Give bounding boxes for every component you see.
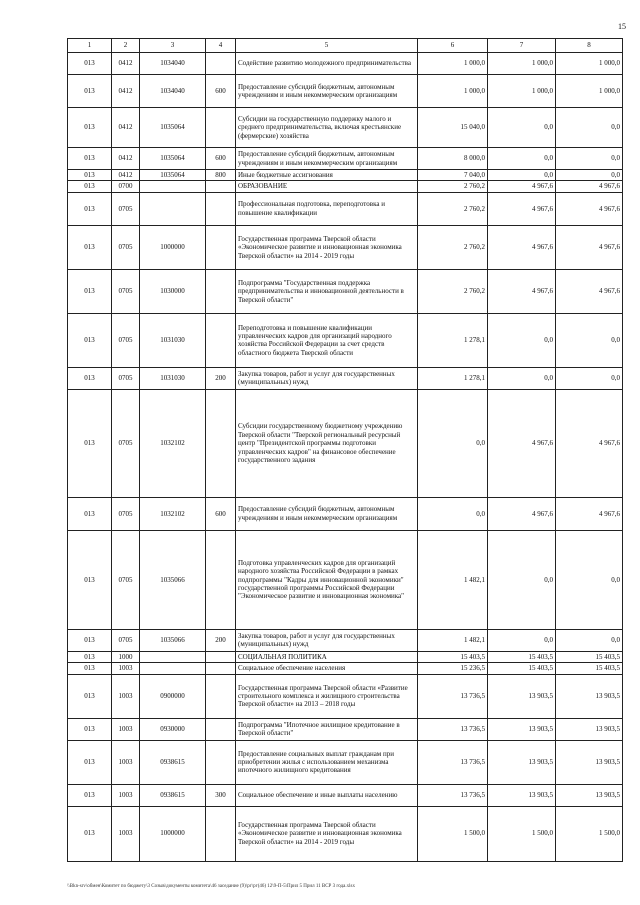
col-expense-type (206, 53, 236, 75)
col-description: ОБРАЗОВАНИЕ (236, 181, 418, 192)
col-expense-type: 800 (206, 170, 236, 181)
col-amount-year2: 4 967,6 (488, 225, 556, 269)
col-department: 013 (68, 181, 112, 192)
header-col-2: 2 (112, 39, 140, 53)
col-expense-type (206, 530, 236, 629)
col-expense-type (206, 651, 236, 662)
col-description: Государственная программа Тверской области «Экономическое развитие и инновационная экономика Тверской области» на 2014 - 2019 годы (236, 225, 418, 269)
col-amount-year2: 1 000,0 (488, 75, 556, 108)
col-department: 013 (68, 806, 112, 861)
col-section: 0412 (112, 170, 140, 181)
table-row (68, 784, 623, 806)
table-row (68, 148, 623, 170)
col-amount-year1: 8 000,0 (418, 148, 488, 170)
col-amount-year3: 4 967,6 (556, 225, 623, 269)
col-expense-type: 600 (206, 148, 236, 170)
header-col-3: 3 (140, 39, 206, 53)
col-department: 013 (68, 313, 112, 367)
col-amount-year3: 4 967,6 (556, 389, 623, 497)
col-section: 0705 (112, 497, 140, 530)
col-expense-type (206, 740, 236, 784)
header-col-6: 6 (418, 39, 488, 53)
col-amount-year2: 1 500,0 (488, 806, 556, 861)
col-target-article: 1031030 (140, 367, 206, 389)
table-row (68, 53, 623, 75)
col-expense-type (206, 192, 236, 225)
col-section: 0705 (112, 269, 140, 313)
col-department: 013 (68, 740, 112, 784)
col-expense-type (206, 108, 236, 148)
table-row (68, 674, 623, 718)
col-amount-year2: 0,0 (488, 629, 556, 651)
col-amount-year1: 2 760,2 (418, 225, 488, 269)
col-amount-year1: 13 736,5 (418, 718, 488, 740)
col-section: 0412 (112, 108, 140, 148)
col-amount-year2: 4 967,6 (488, 497, 556, 530)
col-amount-year1: 0,0 (418, 389, 488, 497)
col-section: 0700 (112, 181, 140, 192)
col-department: 013 (68, 530, 112, 629)
header-col-1: 1 (68, 39, 112, 53)
col-section: 1003 (112, 718, 140, 740)
header-col-8: 8 (556, 39, 623, 53)
col-amount-year1: 15 236,5 (418, 663, 488, 674)
col-expense-type (206, 663, 236, 674)
table-row (68, 806, 623, 861)
col-description: Государственная программа Тверской области «Экономическое развитие и инновационная экономика Тверской области» на 2014 - 2019 годы (236, 806, 418, 861)
col-target-article: 1035064 (140, 148, 206, 170)
col-section: 0705 (112, 313, 140, 367)
col-expense-type (206, 225, 236, 269)
col-target-article: 1000000 (140, 806, 206, 861)
col-description: Субсидии государственному бюджетному учреждению Тверской области "Тверской региональный ресурсный центр "Президентской программы подготовки управленческих кадров" на финансовое обеспечение государственного задания (236, 389, 418, 497)
table-row (68, 740, 623, 784)
col-expense-type: 600 (206, 75, 236, 108)
col-amount-year2: 13 903,5 (488, 784, 556, 806)
col-target-article (140, 651, 206, 662)
col-amount-year1: 2 760,2 (418, 181, 488, 192)
col-expense-type (206, 389, 236, 497)
col-amount-year2: 0,0 (488, 530, 556, 629)
col-department: 013 (68, 663, 112, 674)
col-amount-year2: 0,0 (488, 313, 556, 367)
col-amount-year1: 15 040,0 (418, 108, 488, 148)
col-expense-type: 300 (206, 784, 236, 806)
file-path-footer: \\Bkn-srv\обмен\Комитет по бюджету\3 Созыв\документы комитета\46 заседание (9)\рг\рг(46) 12\9-П-5\Прил 5 Прил 11 ВСР 3 года.xlsx (67, 884, 355, 889)
col-amount-year2: 4 967,6 (488, 389, 556, 497)
col-amount-year1: 0,0 (418, 497, 488, 530)
col-target-article (140, 192, 206, 225)
col-description: Предоставление социальных выплат гражданам при приобретении жилья с использованием механизма ипотечного жилищного кредитования (236, 740, 418, 784)
table-row (68, 170, 623, 181)
col-description: Иные бюджетные ассигнования (236, 170, 418, 181)
col-amount-year1: 1 278,1 (418, 367, 488, 389)
col-expense-type (206, 718, 236, 740)
col-description: СОЦИАЛЬНАЯ ПОЛИТИКА (236, 651, 418, 662)
col-amount-year3: 15 403,5 (556, 663, 623, 674)
col-target-article: 1034040 (140, 53, 206, 75)
col-amount-year3: 0,0 (556, 313, 623, 367)
col-department: 013 (68, 170, 112, 181)
col-amount-year1: 2 760,2 (418, 192, 488, 225)
col-description: Предоставление субсидий бюджетным, автономным учреждениям и иным некоммерческим организациям (236, 148, 418, 170)
col-department: 013 (68, 148, 112, 170)
col-amount-year1: 13 736,5 (418, 784, 488, 806)
col-amount-year1: 15 403,5 (418, 651, 488, 662)
col-target-article: 1032102 (140, 497, 206, 530)
col-department: 013 (68, 651, 112, 662)
col-amount-year3: 4 967,6 (556, 269, 623, 313)
col-section: 1003 (112, 806, 140, 861)
col-section: 1000 (112, 651, 140, 662)
col-amount-year3: 1 500,0 (556, 806, 623, 861)
col-department: 013 (68, 367, 112, 389)
col-amount-year3: 13 903,5 (556, 740, 623, 784)
col-amount-year2: 1 000,0 (488, 53, 556, 75)
table-row (68, 192, 623, 225)
table-row (68, 269, 623, 313)
header-col-4: 4 (206, 39, 236, 53)
table-body (68, 53, 623, 862)
col-target-article (140, 663, 206, 674)
col-amount-year3: 0,0 (556, 629, 623, 651)
col-amount-year1: 1 278,1 (418, 313, 488, 367)
col-amount-year3: 1 000,0 (556, 53, 623, 75)
col-expense-type (206, 674, 236, 718)
col-description: Подпрограмма "Ипотечное жилищное кредитование в Тверской области" (236, 718, 418, 740)
col-department: 013 (68, 718, 112, 740)
table-row (68, 181, 623, 192)
col-amount-year3: 4 967,6 (556, 192, 623, 225)
table-row (68, 313, 623, 367)
col-description: Предоставление субсидий бюджетным, автономным учреждениям и иным некоммерческим организациям (236, 75, 418, 108)
table-row (68, 367, 623, 389)
col-amount-year2: 13 903,5 (488, 718, 556, 740)
col-department: 013 (68, 629, 112, 651)
col-description: Субсидии на государственную поддержку малого и среднего предпринимательства, включая крестьянские (фермерские) хозяйства (236, 108, 418, 148)
col-section: 0412 (112, 75, 140, 108)
col-section: 1003 (112, 674, 140, 718)
col-amount-year1: 13 736,5 (418, 674, 488, 718)
col-amount-year3: 0,0 (556, 148, 623, 170)
col-amount-year3: 1 000,0 (556, 75, 623, 108)
col-description: Переподготовка и повышение квалификации управленческих кадров для организаций народного хозяйства Российской Федерации за счет средств областного бюджета Тверской области (236, 313, 418, 367)
col-section: 1003 (112, 740, 140, 784)
col-department: 013 (68, 784, 112, 806)
col-section: 1003 (112, 784, 140, 806)
col-expense-type: 200 (206, 629, 236, 651)
header-col-5: 5 (236, 39, 418, 53)
col-department: 013 (68, 225, 112, 269)
col-target-article: 1030000 (140, 269, 206, 313)
col-target-article: 1032102 (140, 389, 206, 497)
col-department: 013 (68, 389, 112, 497)
col-section: 0705 (112, 225, 140, 269)
header-col-7: 7 (488, 39, 556, 53)
col-amount-year1: 1 482,1 (418, 629, 488, 651)
col-description: Закупка товаров, работ и услуг для государственных (муниципальных) нужд (236, 367, 418, 389)
col-section: 0705 (112, 530, 140, 629)
col-amount-year2: 0,0 (488, 108, 556, 148)
col-department: 013 (68, 269, 112, 313)
col-section: 0412 (112, 53, 140, 75)
col-amount-year2: 4 967,6 (488, 181, 556, 192)
col-expense-type: 600 (206, 497, 236, 530)
table-row (68, 75, 623, 108)
col-target-article: 1031030 (140, 313, 206, 367)
col-expense-type (206, 313, 236, 367)
col-target-article: 0930000 (140, 718, 206, 740)
col-department: 013 (68, 53, 112, 75)
table-row (68, 651, 623, 662)
col-amount-year1: 2 760,2 (418, 269, 488, 313)
col-section: 0705 (112, 389, 140, 497)
col-amount-year1: 1 482,1 (418, 530, 488, 629)
col-amount-year2: 15 403,5 (488, 663, 556, 674)
col-amount-year3: 0,0 (556, 170, 623, 181)
col-amount-year3: 13 903,5 (556, 718, 623, 740)
table-row (68, 108, 623, 148)
col-department: 013 (68, 108, 112, 148)
col-amount-year3: 0,0 (556, 108, 623, 148)
col-description: Предоставление субсидий бюджетным, автономным учреждениям и иным некоммерческим организациям (236, 497, 418, 530)
table-row (68, 497, 623, 530)
col-description: Профессиональная подготовка, переподготовка и повышение квалификации (236, 192, 418, 225)
col-section: 0705 (112, 192, 140, 225)
col-target-article: 1034040 (140, 75, 206, 108)
col-section: 0705 (112, 367, 140, 389)
col-description: Подпрограмма "Государственная поддержка предпринимательства и инновационной деятельности в Тверской области" (236, 269, 418, 313)
col-amount-year2: 15 403,5 (488, 651, 556, 662)
col-amount-year1: 13 736,5 (418, 740, 488, 784)
table-row (68, 530, 623, 629)
col-amount-year2: 0,0 (488, 367, 556, 389)
col-target-article: 1035064 (140, 170, 206, 181)
col-description: Социальное обеспечение и иные выплаты населению (236, 784, 418, 806)
col-amount-year3: 4 967,6 (556, 181, 623, 192)
col-target-article: 0938615 (140, 740, 206, 784)
col-expense-type: 200 (206, 367, 236, 389)
col-target-article: 1035066 (140, 629, 206, 651)
col-amount-year3: 0,0 (556, 367, 623, 389)
col-amount-year3: 13 903,5 (556, 674, 623, 718)
col-description: Подготовка управленческих кадров для организаций народного хозяйства Российской Федерации в рамках подпрограммы "Кадры для инновационной экономики" государственной программы Российской Федерации "Экономическое развитие и инновационная экономика" (236, 530, 418, 629)
table-row (68, 389, 623, 497)
header-row (68, 39, 623, 53)
col-amount-year3: 0,0 (556, 530, 623, 629)
col-amount-year2: 4 967,6 (488, 192, 556, 225)
col-description: Социальное обеспечение населения (236, 663, 418, 674)
col-amount-year2: 13 903,5 (488, 674, 556, 718)
col-expense-type (206, 806, 236, 861)
col-description: Содействие развитию молодежного предпринимательства (236, 53, 418, 75)
col-amount-year2: 0,0 (488, 170, 556, 181)
col-amount-year2: 13 903,5 (488, 740, 556, 784)
table-row (68, 629, 623, 651)
col-department: 013 (68, 497, 112, 530)
col-amount-year2: 0,0 (488, 148, 556, 170)
col-department: 013 (68, 75, 112, 108)
table-row (68, 663, 623, 674)
col-department: 013 (68, 674, 112, 718)
col-description: Государственная программа Тверской области «Развитие строительного комплекса и жилищного строительства Тверской области» на 2013 – 2018 годы (236, 674, 418, 718)
col-amount-year1: 1 000,0 (418, 75, 488, 108)
col-amount-year3: 4 967,6 (556, 497, 623, 530)
col-department: 013 (68, 192, 112, 225)
col-amount-year3: 13 903,5 (556, 784, 623, 806)
col-target-article (140, 181, 206, 192)
col-amount-year1: 1 500,0 (418, 806, 488, 861)
col-target-article: 0938615 (140, 784, 206, 806)
budget-table (67, 38, 623, 862)
col-target-article: 1000000 (140, 225, 206, 269)
col-section: 0705 (112, 629, 140, 651)
col-section: 0412 (112, 148, 140, 170)
col-expense-type (206, 181, 236, 192)
col-section: 1003 (112, 663, 140, 674)
col-amount-year2: 4 967,6 (488, 269, 556, 313)
col-expense-type (206, 269, 236, 313)
table-row (68, 718, 623, 740)
col-target-article: 1035064 (140, 108, 206, 148)
col-amount-year3: 15 403,5 (556, 651, 623, 662)
col-target-article: 1035066 (140, 530, 206, 629)
col-target-article: 0900000 (140, 674, 206, 718)
page-number: 15 (618, 22, 626, 31)
table-row (68, 225, 623, 269)
col-description: Закупка товаров, работ и услуг для государственных (муниципальных) нужд (236, 629, 418, 651)
col-amount-year1: 7 040,0 (418, 170, 488, 181)
col-amount-year1: 1 000,0 (418, 53, 488, 75)
